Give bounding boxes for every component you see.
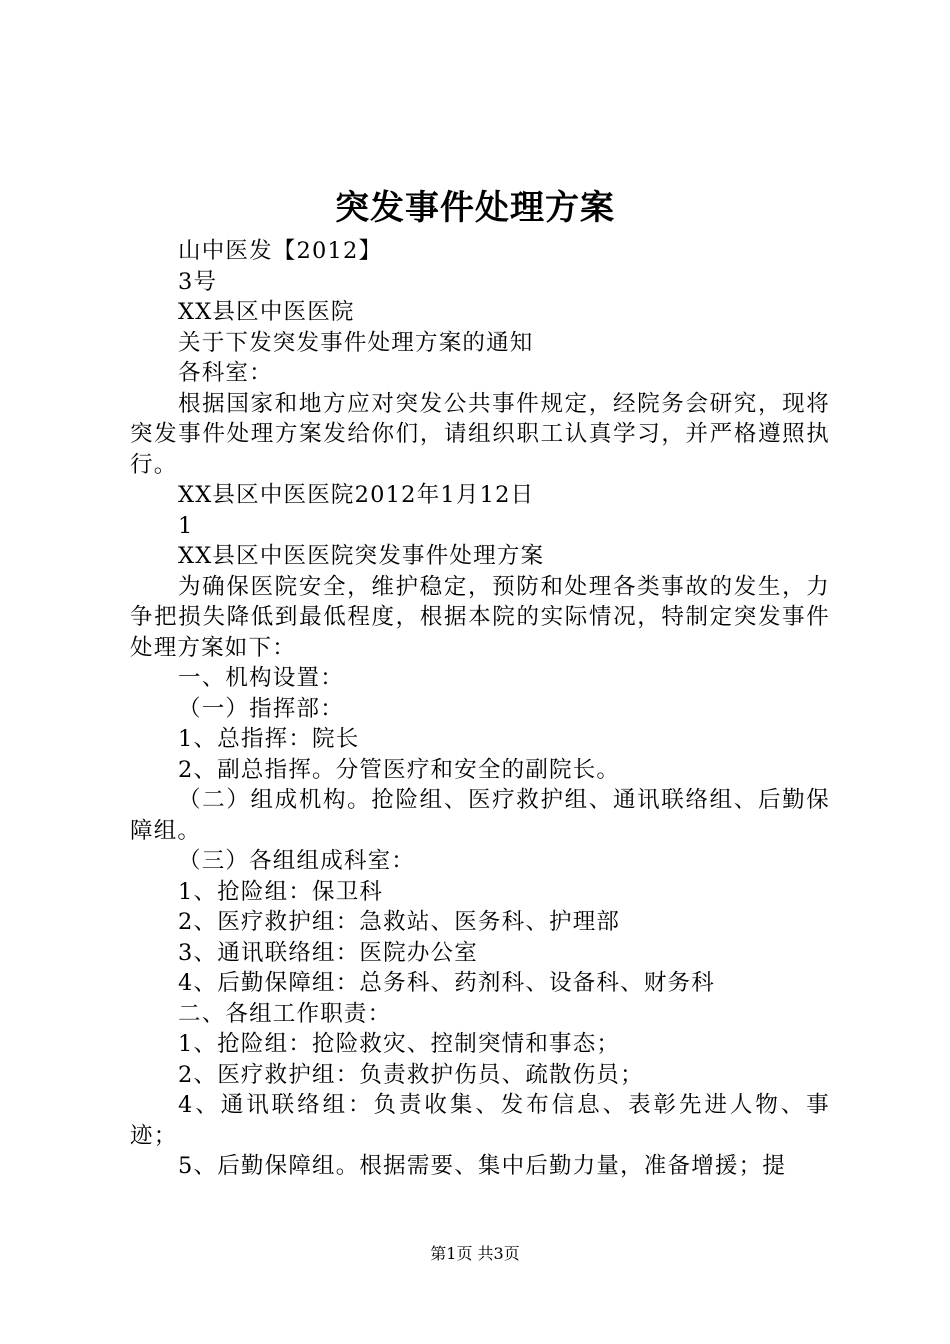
paragraph: XX县区中医医院突发事件处理方案	[178, 543, 545, 569]
document-title: 突发事件处理方案	[335, 188, 615, 228]
paragraph: 2、副总指挥。分管医疗和安全的副院长。	[178, 756, 621, 783]
paragraph: （三）各组组成科室：	[178, 848, 416, 874]
paragraph: 各科室：	[178, 360, 273, 386]
page-footer: 第1页 共3页	[430, 1244, 520, 1263]
paragraph: 2、医疗救护组：负责救护伤员、疏散伤员；	[178, 1061, 644, 1088]
paragraph: 关于下发突发事件处理方案的通知	[178, 329, 534, 356]
paragraph: 2、医疗救护组：急救站、医务科、护理部	[178, 909, 621, 935]
paragraph: 山中医发【2012】	[178, 238, 383, 264]
paragraph: 一、机构设置：	[178, 665, 344, 691]
paragraph: （一）指挥部：	[178, 695, 344, 722]
document-body	[130, 236, 830, 1182]
paragraph: 3、通讯联络组：医院办公室	[178, 939, 478, 966]
paragraph: 1、抢险组：保卫科	[178, 878, 384, 905]
paragraph: 3号	[178, 268, 218, 295]
paragraph: 4、后勤保障组：总务科、药剂科、设备科、财务科	[178, 970, 715, 996]
paragraph: 二、各组工作职责：	[178, 1000, 392, 1027]
paragraph: 5、后勤保障组。根据需要、集中后勤力量，准备增援；提	[178, 1153, 787, 1179]
paragraph: （二）组成机构。抢险组、医疗救护组、通讯联络组、后勤保障组。	[130, 787, 830, 844]
paragraph: XX县区中医医院	[178, 299, 355, 325]
paragraph: 1	[178, 512, 194, 539]
paragraph: 4、通讯联络组：负责收集、发布信息、表彰先进人物、事迹；	[130, 1092, 830, 1149]
paragraph: 1、总指挥：院长	[178, 726, 360, 752]
paragraph: 根据国家和地方应对突发公共事件规定，经院务会研究，现将突发事件处理方案发给你们，请组织职工认真学习，并严格遵照执行。	[130, 390, 830, 478]
paragraph: 1、抢险组：抢险救灾、控制突情和事态；	[178, 1031, 621, 1057]
paragraph: 为确保医院安全，维护稳定，预防和处理各类事故的发生，力争把损失降低到最低程度，根据本院的实际情况，特制定突发事件处理方案如下：	[130, 573, 830, 661]
paragraph: XX县区中医医院2012年1月12日	[178, 482, 535, 508]
